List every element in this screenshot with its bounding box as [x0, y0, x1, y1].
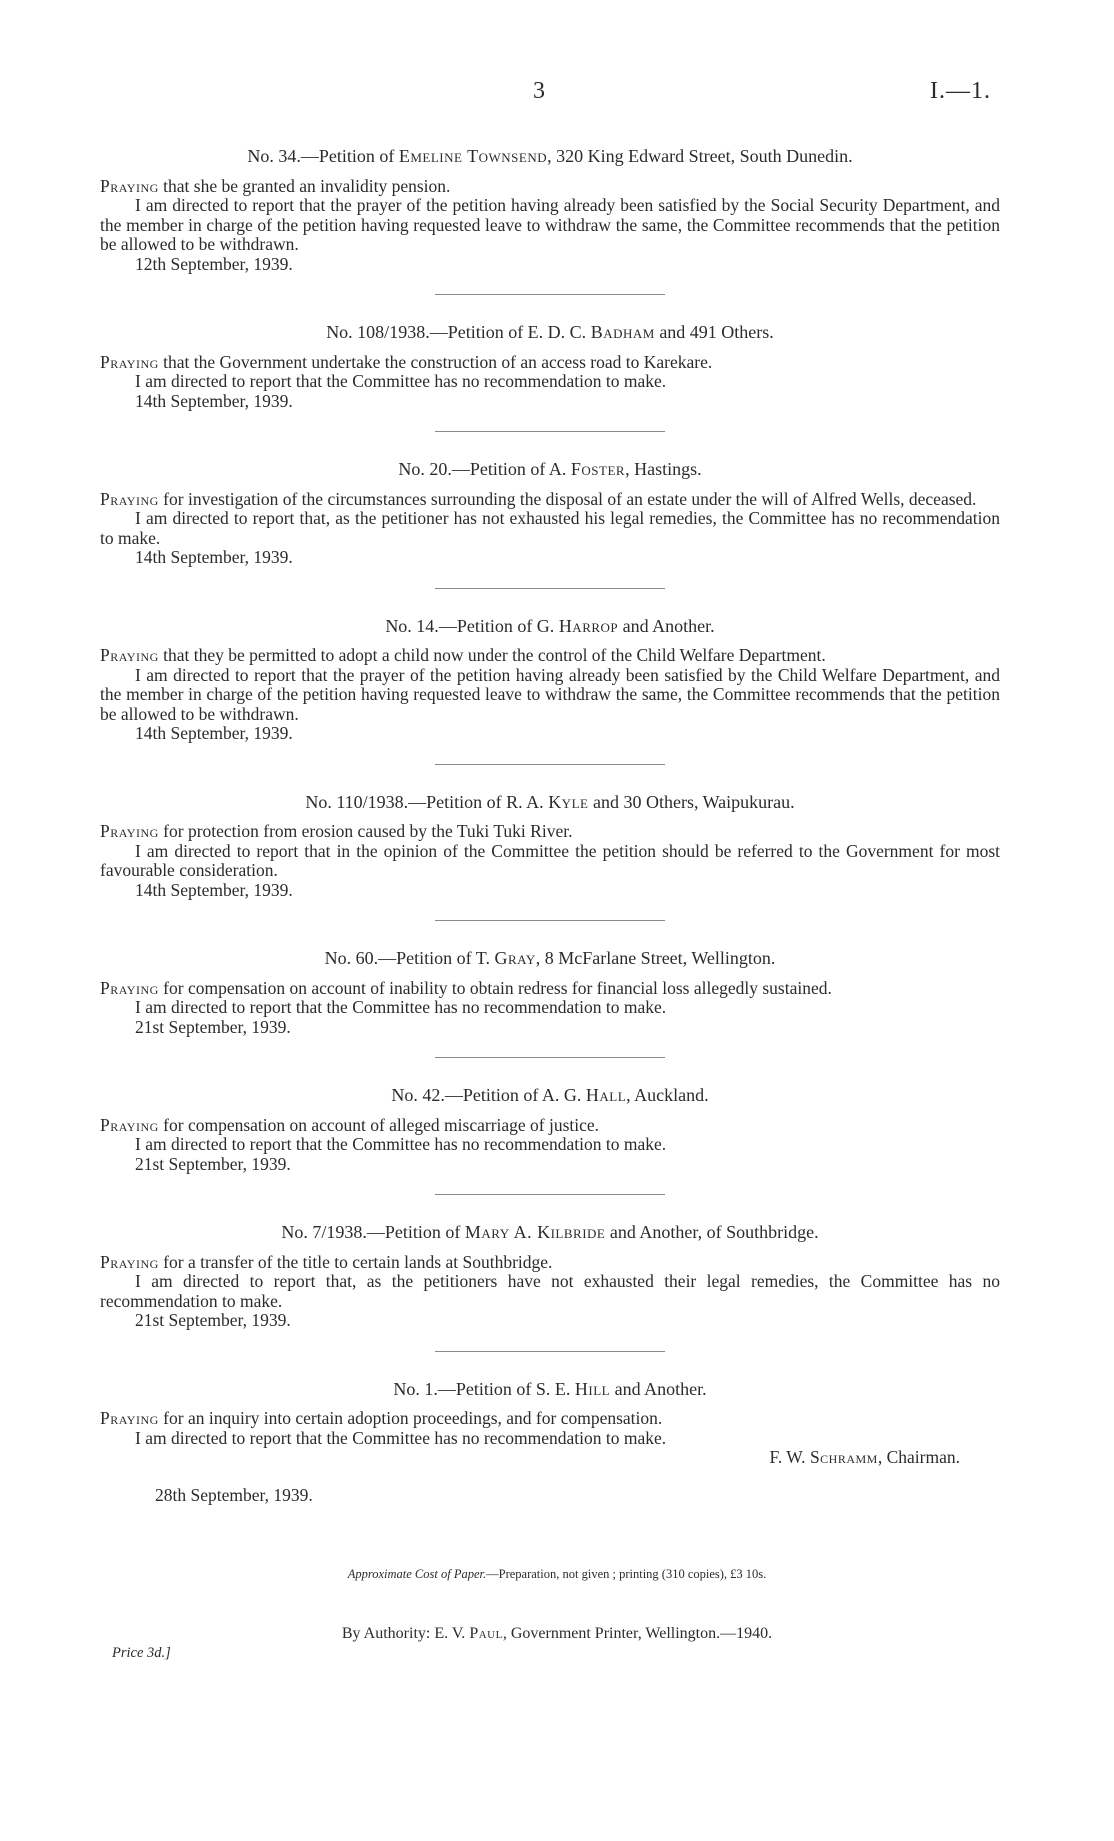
petition-number: No. 14.: [385, 615, 439, 636]
page-number: 3: [533, 78, 545, 104]
petition-entry: [100, 147, 1000, 274]
praying-paragraph: Praying that she be granted an invalidity pension.: [100, 175, 451, 196]
petition-number: No. 42.: [391, 1085, 445, 1105]
petition-entry: [100, 949, 1000, 1037]
praying-paragraph: Praying that they be permitted to adopt a child now under the control of the Child Welfare Department.: [100, 645, 826, 665]
petition-number: No. 20.: [398, 459, 452, 479]
petitions-list: [100, 147, 1000, 1505]
section-divider: [435, 1057, 665, 1058]
petition-number: No. 110/1938.: [305, 791, 409, 812]
petitioner-name: Badham: [590, 322, 655, 342]
chairman-surname: Schramm: [809, 1447, 878, 1467]
petitioner-name: Gray: [494, 948, 536, 968]
praying-paragraph: Praying for compensation on account of alleged miscarriage of justice.: [100, 1114, 600, 1135]
report-paragraph: I am directed to report that in the opinion of the Committee the petition should be referred to the Government for most favourable consideration.: [100, 840, 1000, 880]
petitioner-name: Mary A. Kilbride: [464, 1222, 606, 1242]
report-paragraph: I am directed to report that the Committee has no recommendation to make.: [135, 1134, 667, 1154]
section-divider: [435, 294, 665, 295]
petition-title: No. 7/1938.—Petition of Mary A. Kilbride and Another, of Southbridge.: [281, 1222, 819, 1242]
petition-entry: [100, 323, 1000, 411]
report-paragraph: I am directed to report that the prayer of the petition having already been satisfied by the Social Security Department, and the member in charge of the petition having requested leave to withdraw the same, the Committee recommends that the petition be allowed to be withdrawn.: [100, 195, 1000, 254]
petition-title: No. 14.—Petition of G. Harrop and Another.: [385, 615, 715, 636]
petition-title: No. 42.—Petition of A. G. Hall, Auckland.: [391, 1085, 709, 1105]
praying-paragraph: Praying for protection from erosion caused by the Tuki Tuki River.: [100, 821, 573, 841]
document-reference: I.—1.: [930, 78, 991, 104]
section-divider: [435, 1351, 665, 1352]
report-paragraph: I am directed to report that, as the petitioners have not exhausted their legal remedies, the Committee has no recommendation to make.: [100, 1271, 1000, 1311]
petitioner-name: Hall: [585, 1085, 627, 1105]
petition-date: 14th September, 1939.: [135, 390, 293, 411]
petition-title: No. 110/1938.—Petition of R. A. Kyle and 30 Others, Waipukurau.: [305, 791, 795, 812]
petition-number: No. 7/1938.: [281, 1222, 367, 1242]
petition-title: No. 20.—Petition of A. Foster, Hastings.: [398, 459, 702, 479]
petitioner-name: Emeline Townsend: [398, 146, 548, 166]
section-divider: [435, 588, 665, 589]
petition-title: No. 34.—Petition of Emeline Townsend, 320 King Edward Street, South Dunedin.: [247, 146, 853, 166]
petition-entry: [100, 460, 1000, 568]
praying-paragraph: Praying that the Government undertake the construction of an access road to Karekare.: [100, 351, 713, 372]
petition-date: 12th September, 1939.: [135, 253, 293, 274]
praying-paragraph: Praying for investigation of the circumstances surrounding the disposal of an estate under the will of Alfred Wells, deceased.: [100, 488, 977, 509]
petition-entry: [100, 1380, 1000, 1468]
petition-number: No. 108/1938.: [326, 322, 430, 342]
petition-title: No. 60.—Petition of T. Gray, 8 McFarlane Street, Wellington.: [324, 948, 776, 968]
petition-number: No. 60.: [324, 948, 379, 968]
section-divider: [435, 920, 665, 921]
petition-entry: [100, 1223, 1000, 1331]
printer-authority: By Authority: E. V. Paul, Government Printer, Wellington.—1940.: [341, 1625, 773, 1642]
petition-title: No. 1.—Petition of S. E. Hill and Another.: [393, 1378, 707, 1399]
report-paragraph: I am directed to report that the Committee has no recommendation to make.: [135, 997, 667, 1017]
report-paragraph: I am directed to report that, as the petitioner has not exhausted his legal remedies, the Committee has no recommendation to make.: [100, 508, 1000, 548]
page-header: [0, 78, 1114, 108]
section-divider: [435, 764, 665, 765]
petition-number: No. 1.: [393, 1378, 438, 1399]
chairman-signature: F. W. Schramm, Chairman.: [769, 1447, 960, 1467]
petition-entry: [100, 617, 1000, 744]
petition-title: No. 108/1938.—Petition of E. D. C. Badham and 491 Others.: [326, 322, 774, 342]
petitioner-name: Hill: [574, 1378, 611, 1399]
praying-paragraph: Praying for an inquiry into certain adoption proceedings, and for compensation.: [100, 1408, 663, 1428]
price-label: Price 3d.]: [112, 1645, 171, 1661]
report-paragraph: I am directed to report that the prayer of the petition having already been satisfied by the Child Welfare Department, and the member in charge of the petition having requested leave to withdraw the same, the Committee recommends that the petition be allowed to be withdrawn.: [100, 664, 1000, 724]
praying-paragraph: Praying for compensation on account of inability to obtain redress for financial loss allegedly sustained.: [100, 977, 832, 998]
section-divider: [435, 1194, 665, 1195]
petition-date: 21st September, 1939.: [135, 1310, 291, 1330]
praying-paragraph: Praying for a transfer of the title to certain lands at Southbridge.: [100, 1251, 553, 1272]
printer-name: Paul: [469, 1625, 503, 1642]
report-paragraph: I am directed to report that the Committee has no recommendation to make.: [135, 1427, 667, 1448]
petitioner-name: Foster: [570, 459, 626, 479]
petitioner-name: Harrop: [558, 615, 619, 636]
report-paragraph: I am directed to report that the Committee has no recommendation to make.: [135, 371, 667, 391]
petition-date: 14th September, 1939.: [135, 723, 293, 743]
petition-date: 14th September, 1939.: [135, 879, 293, 900]
petitioner-name: Kyle: [548, 791, 589, 812]
petition-number: No. 34.: [247, 146, 301, 166]
section-divider: [435, 431, 665, 432]
petition-date: 21st September, 1939.: [135, 1153, 291, 1174]
final-date: 28th September, 1939.: [155, 1484, 313, 1505]
petition-date: 14th September, 1939.: [135, 547, 293, 567]
petition-date: 21st September, 1939.: [135, 1016, 291, 1037]
petition-entry: [100, 793, 1000, 901]
petition-entry: [100, 1086, 1000, 1174]
cost-of-paper-note: Approximate Cost of Paper.—Preparation, not given ; printing (310 copies), £3 10s.: [347, 1567, 767, 1581]
